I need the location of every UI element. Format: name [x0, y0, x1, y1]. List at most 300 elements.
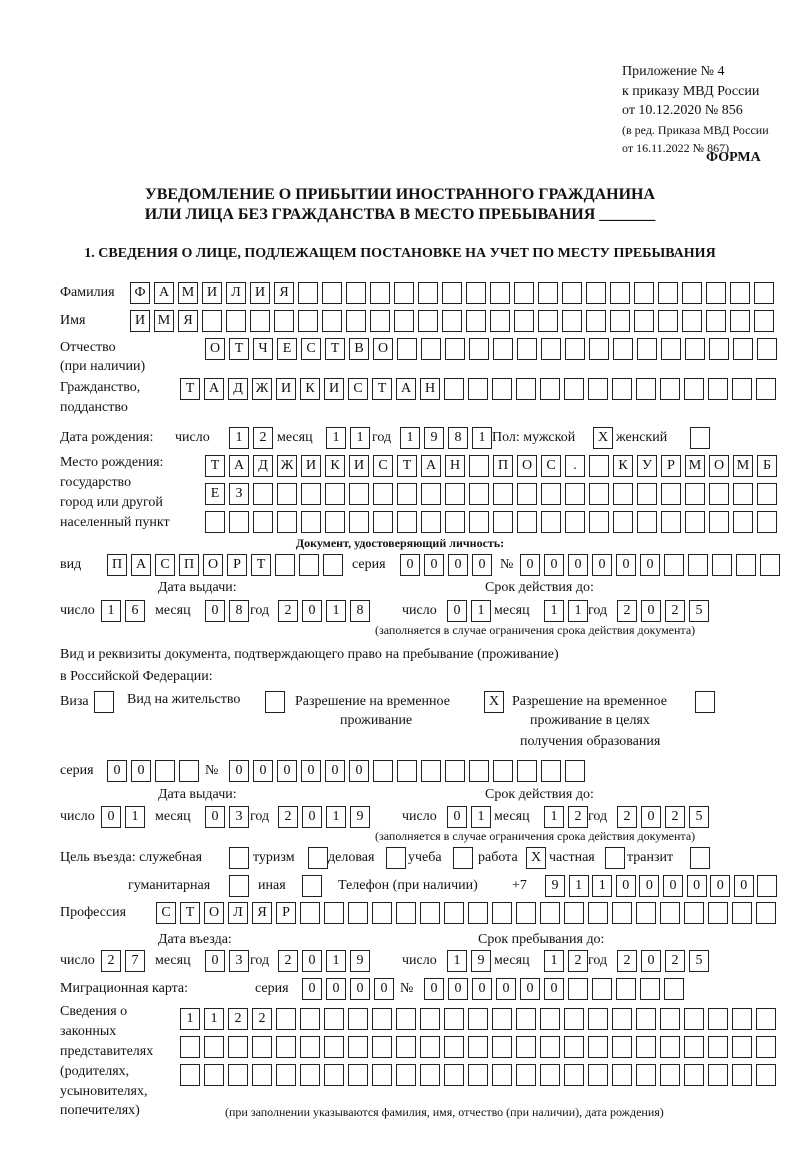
char-cell[interactable] [660, 1036, 680, 1058]
char-cell[interactable]: 0 [205, 806, 225, 828]
char-cell[interactable] [421, 760, 441, 782]
checkbox[interactable] [695, 691, 715, 713]
char-cell[interactable] [732, 902, 752, 924]
char-cell[interactable] [396, 902, 416, 924]
char-cell[interactable]: 0 [349, 760, 369, 782]
char-cell[interactable] [492, 902, 512, 924]
char-cell[interactable]: 2 [665, 806, 685, 828]
char-cell[interactable] [634, 310, 654, 332]
char-cell[interactable] [634, 282, 654, 304]
char-cell[interactable] [348, 1036, 368, 1058]
char-cell[interactable] [250, 310, 270, 332]
char-cell[interactable] [444, 902, 464, 924]
char-cell[interactable]: Т [180, 378, 200, 400]
char-cell[interactable]: П [179, 554, 199, 576]
char-cell[interactable]: 0 [640, 554, 660, 576]
char-cell[interactable] [420, 1064, 440, 1086]
char-cell[interactable]: Т [229, 338, 249, 360]
char-cell[interactable] [612, 1064, 632, 1086]
char-cell[interactable] [562, 310, 582, 332]
char-cell[interactable] [300, 1008, 320, 1030]
char-cell[interactable]: К [325, 455, 345, 477]
char-cell[interactable]: С [155, 554, 175, 576]
char-cell[interactable] [418, 282, 438, 304]
char-cell[interactable] [396, 1064, 416, 1086]
char-cell[interactable] [514, 310, 534, 332]
char-cell[interactable] [564, 902, 584, 924]
char-cell[interactable] [275, 554, 295, 576]
char-cell[interactable] [540, 902, 560, 924]
char-cell[interactable] [732, 1008, 752, 1030]
char-cell[interactable]: Е [277, 338, 297, 360]
char-cell[interactable]: 1 [326, 950, 346, 972]
char-cell[interactable]: 1 [101, 600, 121, 622]
char-cell[interactable]: 2 [253, 427, 273, 449]
char-cell[interactable] [324, 1036, 344, 1058]
char-cell[interactable] [324, 1008, 344, 1030]
char-cell[interactable]: 0 [277, 760, 297, 782]
char-cell[interactable]: 0 [639, 875, 659, 897]
char-cell[interactable]: О [204, 902, 224, 924]
char-cell[interactable] [757, 338, 777, 360]
char-cell[interactable] [586, 310, 606, 332]
char-cell[interactable]: . [565, 455, 585, 477]
char-cell[interactable]: 2 [617, 600, 637, 622]
char-cell[interactable]: М [178, 282, 198, 304]
char-cell[interactable] [397, 511, 417, 533]
char-cell[interactable]: Ж [252, 378, 272, 400]
char-cell[interactable]: О [517, 455, 537, 477]
char-cell[interactable] [661, 483, 681, 505]
char-cell[interactable]: Я [274, 282, 294, 304]
char-cell[interactable]: 0 [101, 806, 121, 828]
char-cell[interactable]: О [205, 338, 225, 360]
char-cell[interactable] [588, 1064, 608, 1086]
char-cell[interactable] [586, 282, 606, 304]
char-cell[interactable]: 0 [544, 554, 564, 576]
char-cell[interactable]: 0 [663, 875, 683, 897]
char-cell[interactable] [589, 338, 609, 360]
char-cell[interactable]: 2 [278, 950, 298, 972]
char-cell[interactable]: Ж [277, 455, 297, 477]
char-cell[interactable] [540, 1064, 560, 1086]
char-cell[interactable] [517, 483, 537, 505]
char-cell[interactable] [756, 1036, 776, 1058]
char-cell[interactable]: У [637, 455, 657, 477]
char-cell[interactable] [323, 554, 343, 576]
char-cell[interactable] [274, 310, 294, 332]
char-cell[interactable] [685, 511, 705, 533]
char-cell[interactable] [346, 310, 366, 332]
char-cell[interactable] [709, 511, 729, 533]
char-cell[interactable]: 2 [568, 950, 588, 972]
char-cell[interactable] [204, 1036, 224, 1058]
char-cell[interactable] [688, 554, 708, 576]
char-cell[interactable] [394, 282, 414, 304]
char-cell[interactable] [445, 511, 465, 533]
char-cell[interactable] [589, 511, 609, 533]
char-cell[interactable] [444, 378, 464, 400]
char-cell[interactable] [514, 282, 534, 304]
char-cell[interactable] [420, 902, 440, 924]
char-cell[interactable]: Т [180, 902, 200, 924]
char-cell[interactable]: Т [325, 338, 345, 360]
char-cell[interactable] [180, 1064, 200, 1086]
char-cell[interactable]: 0 [302, 600, 322, 622]
char-cell[interactable] [517, 338, 537, 360]
char-cell[interactable]: Т [205, 455, 225, 477]
checkbox[interactable]: Х [593, 427, 613, 449]
char-cell[interactable] [756, 1008, 776, 1030]
char-cell[interactable] [636, 902, 656, 924]
char-cell[interactable]: 0 [734, 875, 754, 897]
char-cell[interactable] [756, 1064, 776, 1086]
char-cell[interactable] [202, 310, 222, 332]
char-cell[interactable]: 3 [229, 806, 249, 828]
char-cell[interactable] [565, 338, 585, 360]
char-cell[interactable] [540, 1008, 560, 1030]
char-cell[interactable]: С [301, 338, 321, 360]
char-cell[interactable] [468, 1008, 488, 1030]
char-cell[interactable]: 1 [180, 1008, 200, 1030]
char-cell[interactable] [564, 1036, 584, 1058]
char-cell[interactable]: С [156, 902, 176, 924]
char-cell[interactable] [490, 282, 510, 304]
char-cell[interactable] [421, 338, 441, 360]
char-cell[interactable] [562, 282, 582, 304]
char-cell[interactable]: 0 [447, 600, 467, 622]
checkbox[interactable] [308, 847, 328, 869]
char-cell[interactable] [445, 338, 465, 360]
char-cell[interactable] [540, 1036, 560, 1058]
char-cell[interactable] [706, 282, 726, 304]
char-cell[interactable] [637, 483, 657, 505]
char-cell[interactable] [372, 902, 392, 924]
char-cell[interactable] [277, 483, 297, 505]
char-cell[interactable] [756, 378, 776, 400]
char-cell[interactable]: 1 [544, 950, 564, 972]
char-cell[interactable]: 0 [641, 950, 661, 972]
char-cell[interactable] [612, 1008, 632, 1030]
char-cell[interactable]: 0 [301, 760, 321, 782]
char-cell[interactable] [541, 338, 561, 360]
char-cell[interactable] [301, 511, 321, 533]
char-cell[interactable] [324, 902, 344, 924]
char-cell[interactable] [616, 978, 636, 1000]
char-cell[interactable]: 1 [326, 600, 346, 622]
char-cell[interactable]: 0 [350, 978, 370, 1000]
char-cell[interactable] [348, 1008, 368, 1030]
char-cell[interactable]: 0 [325, 760, 345, 782]
char-cell[interactable]: 1 [471, 600, 491, 622]
char-cell[interactable] [612, 902, 632, 924]
char-cell[interactable]: Р [661, 455, 681, 477]
char-cell[interactable] [349, 511, 369, 533]
char-cell[interactable] [469, 760, 489, 782]
char-cell[interactable] [276, 1036, 296, 1058]
char-cell[interactable] [589, 483, 609, 505]
char-cell[interactable] [684, 1008, 704, 1030]
char-cell[interactable]: 9 [424, 427, 444, 449]
char-cell[interactable] [757, 875, 777, 897]
char-cell[interactable] [468, 378, 488, 400]
char-cell[interactable]: 0 [710, 875, 730, 897]
char-cell[interactable] [421, 511, 441, 533]
char-cell[interactable]: А [204, 378, 224, 400]
char-cell[interactable]: 2 [228, 1008, 248, 1030]
char-cell[interactable] [588, 1008, 608, 1030]
char-cell[interactable]: 2 [568, 806, 588, 828]
char-cell[interactable] [732, 1064, 752, 1086]
char-cell[interactable] [373, 483, 393, 505]
char-cell[interactable] [420, 1008, 440, 1030]
char-cell[interactable] [564, 378, 584, 400]
char-cell[interactable] [420, 1036, 440, 1058]
char-cell[interactable] [373, 511, 393, 533]
char-cell[interactable]: 1 [472, 427, 492, 449]
char-cell[interactable]: 2 [665, 950, 685, 972]
char-cell[interactable] [565, 483, 585, 505]
char-cell[interactable]: 0 [131, 760, 151, 782]
char-cell[interactable]: И [276, 378, 296, 400]
char-cell[interactable]: 1 [326, 427, 346, 449]
char-cell[interactable] [516, 902, 536, 924]
char-cell[interactable]: 0 [568, 554, 588, 576]
char-cell[interactable] [660, 1064, 680, 1086]
char-cell[interactable] [708, 902, 728, 924]
char-cell[interactable] [756, 902, 776, 924]
checkbox[interactable] [690, 427, 710, 449]
char-cell[interactable] [664, 554, 684, 576]
char-cell[interactable]: 1 [350, 427, 370, 449]
char-cell[interactable]: 1 [125, 806, 145, 828]
char-cell[interactable]: Ф [130, 282, 150, 304]
char-cell[interactable] [179, 760, 199, 782]
char-cell[interactable] [300, 902, 320, 924]
char-cell[interactable]: 0 [544, 978, 564, 1000]
char-cell[interactable]: 0 [496, 978, 516, 1000]
char-cell[interactable] [757, 511, 777, 533]
char-cell[interactable]: 0 [424, 554, 444, 576]
char-cell[interactable]: 0 [472, 554, 492, 576]
char-cell[interactable]: А [396, 378, 416, 400]
char-cell[interactable] [517, 760, 537, 782]
checkbox[interactable]: Х [526, 847, 546, 869]
char-cell[interactable]: И [250, 282, 270, 304]
char-cell[interactable] [636, 1036, 656, 1058]
char-cell[interactable] [709, 483, 729, 505]
char-cell[interactable] [396, 1008, 416, 1030]
char-cell[interactable] [155, 760, 175, 782]
char-cell[interactable] [492, 1064, 512, 1086]
char-cell[interactable]: 0 [447, 806, 467, 828]
char-cell[interactable] [396, 1036, 416, 1058]
char-cell[interactable] [252, 1064, 272, 1086]
char-cell[interactable]: 0 [472, 978, 492, 1000]
char-cell[interactable] [541, 760, 561, 782]
char-cell[interactable] [300, 1064, 320, 1086]
char-cell[interactable] [708, 1064, 728, 1086]
char-cell[interactable] [228, 1064, 248, 1086]
char-cell[interactable]: З [229, 483, 249, 505]
char-cell[interactable] [660, 1008, 680, 1030]
char-cell[interactable] [325, 483, 345, 505]
char-cell[interactable] [493, 511, 513, 533]
checkbox[interactable] [94, 691, 114, 713]
char-cell[interactable] [568, 978, 588, 1000]
char-cell[interactable]: 5 [689, 950, 709, 972]
char-cell[interactable]: А [131, 554, 151, 576]
char-cell[interactable]: Т [251, 554, 271, 576]
char-cell[interactable] [682, 282, 702, 304]
char-cell[interactable] [732, 1036, 752, 1058]
char-cell[interactable] [610, 310, 630, 332]
char-cell[interactable] [397, 338, 417, 360]
char-cell[interactable]: 9 [471, 950, 491, 972]
char-cell[interactable]: 1 [471, 806, 491, 828]
char-cell[interactable]: 0 [520, 978, 540, 1000]
char-cell[interactable] [516, 1036, 536, 1058]
char-cell[interactable] [490, 310, 510, 332]
char-cell[interactable]: И [349, 455, 369, 477]
char-cell[interactable]: 8 [229, 600, 249, 622]
char-cell[interactable]: 0 [616, 875, 636, 897]
checkbox[interactable] [386, 847, 406, 869]
char-cell[interactable]: 0 [616, 554, 636, 576]
char-cell[interactable] [372, 1036, 392, 1058]
char-cell[interactable] [684, 378, 704, 400]
char-cell[interactable] [730, 282, 750, 304]
char-cell[interactable]: 9 [350, 950, 370, 972]
char-cell[interactable] [732, 378, 752, 400]
char-cell[interactable]: 0 [374, 978, 394, 1000]
char-cell[interactable]: Н [420, 378, 440, 400]
char-cell[interactable] [397, 760, 417, 782]
char-cell[interactable]: О [373, 338, 393, 360]
char-cell[interactable] [708, 1036, 728, 1058]
char-cell[interactable]: П [107, 554, 127, 576]
char-cell[interactable]: 1 [326, 806, 346, 828]
checkbox[interactable]: Х [484, 691, 504, 713]
char-cell[interactable] [709, 338, 729, 360]
char-cell[interactable]: А [154, 282, 174, 304]
char-cell[interactable] [229, 511, 249, 533]
char-cell[interactable]: 8 [350, 600, 370, 622]
char-cell[interactable] [468, 1064, 488, 1086]
char-cell[interactable] [541, 511, 561, 533]
char-cell[interactable]: 6 [125, 600, 145, 622]
char-cell[interactable] [445, 760, 465, 782]
char-cell[interactable] [541, 483, 561, 505]
char-cell[interactable] [660, 902, 680, 924]
char-cell[interactable] [492, 1008, 512, 1030]
char-cell[interactable] [469, 483, 489, 505]
char-cell[interactable] [538, 310, 558, 332]
char-cell[interactable] [253, 483, 273, 505]
char-cell[interactable] [612, 1036, 632, 1058]
char-cell[interactable] [469, 455, 489, 477]
char-cell[interactable]: 9 [545, 875, 565, 897]
char-cell[interactable]: 0 [687, 875, 707, 897]
char-cell[interactable] [610, 282, 630, 304]
checkbox[interactable] [605, 847, 625, 869]
char-cell[interactable]: Д [253, 455, 273, 477]
char-cell[interactable]: Т [397, 455, 417, 477]
checkbox[interactable] [690, 847, 710, 869]
char-cell[interactable]: О [203, 554, 223, 576]
char-cell[interactable]: Т [372, 378, 392, 400]
char-cell[interactable]: 2 [617, 950, 637, 972]
char-cell[interactable] [228, 1036, 248, 1058]
char-cell[interactable] [636, 1008, 656, 1030]
char-cell[interactable]: Р [276, 902, 296, 924]
char-cell[interactable]: 0 [302, 978, 322, 1000]
char-cell[interactable] [493, 483, 513, 505]
char-cell[interactable]: 2 [252, 1008, 272, 1030]
char-cell[interactable] [205, 511, 225, 533]
char-cell[interactable] [299, 554, 319, 576]
char-cell[interactable] [540, 378, 560, 400]
char-cell[interactable]: Н [445, 455, 465, 477]
char-cell[interactable]: И [130, 310, 150, 332]
char-cell[interactable] [493, 338, 513, 360]
char-cell[interactable] [684, 1036, 704, 1058]
char-cell[interactable] [661, 511, 681, 533]
char-cell[interactable] [712, 554, 732, 576]
char-cell[interactable]: 0 [424, 978, 444, 1000]
char-cell[interactable] [276, 1064, 296, 1086]
char-cell[interactable]: 1 [544, 600, 564, 622]
char-cell[interactable]: 0 [253, 760, 273, 782]
char-cell[interactable] [637, 338, 657, 360]
char-cell[interactable] [444, 1036, 464, 1058]
char-cell[interactable] [661, 338, 681, 360]
char-cell[interactable] [706, 310, 726, 332]
char-cell[interactable]: 0 [229, 760, 249, 782]
char-cell[interactable] [372, 1064, 392, 1086]
char-cell[interactable] [493, 760, 513, 782]
char-cell[interactable] [733, 511, 753, 533]
char-cell[interactable]: 0 [641, 806, 661, 828]
char-cell[interactable]: 0 [641, 600, 661, 622]
char-cell[interactable]: 1 [204, 1008, 224, 1030]
char-cell[interactable] [276, 1008, 296, 1030]
char-cell[interactable] [684, 1064, 704, 1086]
char-cell[interactable] [492, 1036, 512, 1058]
char-cell[interactable] [640, 978, 660, 1000]
char-cell[interactable] [421, 483, 441, 505]
char-cell[interactable] [325, 511, 345, 533]
char-cell[interactable] [298, 282, 318, 304]
char-cell[interactable] [346, 282, 366, 304]
char-cell[interactable]: Д [228, 378, 248, 400]
char-cell[interactable]: Я [178, 310, 198, 332]
char-cell[interactable] [685, 483, 705, 505]
char-cell[interactable] [613, 511, 633, 533]
char-cell[interactable] [373, 760, 393, 782]
char-cell[interactable] [588, 902, 608, 924]
char-cell[interactable]: С [348, 378, 368, 400]
char-cell[interactable]: 1 [447, 950, 467, 972]
char-cell[interactable] [466, 310, 486, 332]
char-cell[interactable]: 2 [101, 950, 121, 972]
char-cell[interactable]: Я [252, 902, 272, 924]
char-cell[interactable]: 3 [229, 950, 249, 972]
char-cell[interactable] [322, 282, 342, 304]
char-cell[interactable] [442, 310, 462, 332]
char-cell[interactable]: И [202, 282, 222, 304]
char-cell[interactable] [370, 282, 390, 304]
